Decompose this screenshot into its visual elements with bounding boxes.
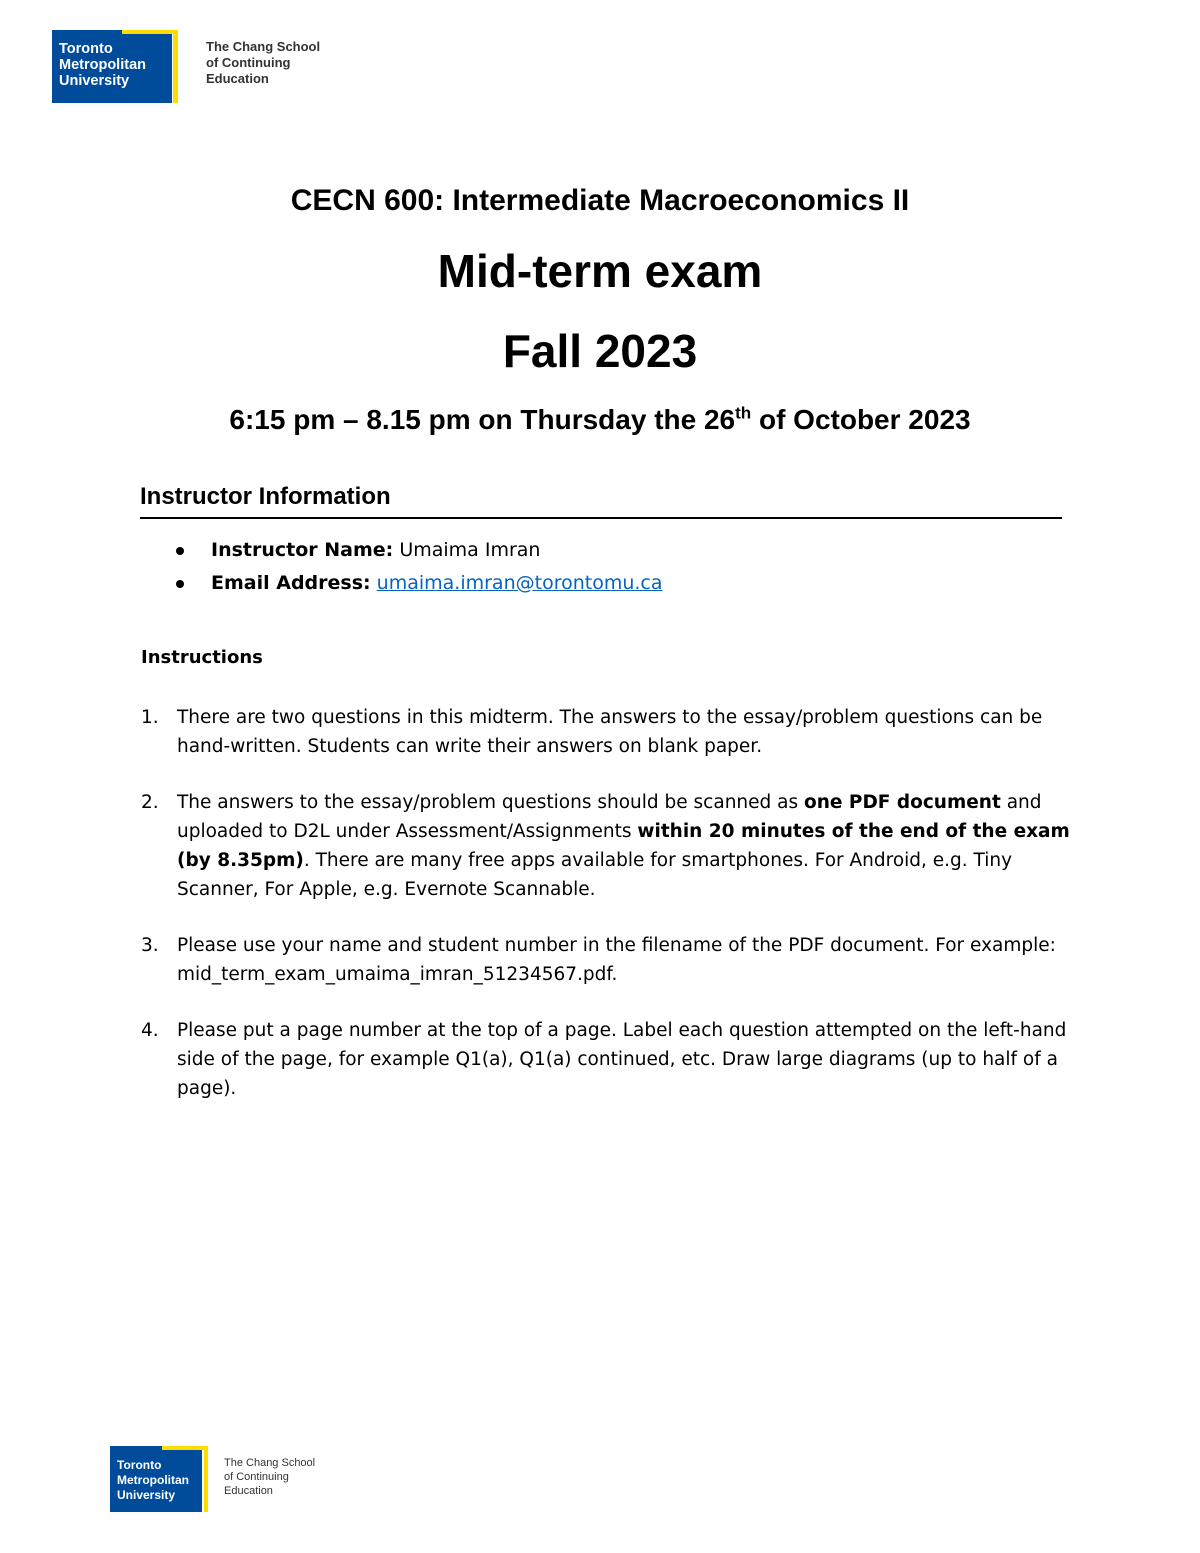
logo-yellow-accent — [162, 1446, 208, 1450]
email-label: Email Address: — [211, 572, 371, 594]
instruction-text: The answers to the essay/problem questions should be scanned as — [177, 792, 805, 813]
email-link[interactable]: umaima.imran@torontomu.ca — [376, 572, 663, 594]
logo-yellow-accent — [122, 30, 176, 34]
exam-title: Mid-term exam — [437, 245, 763, 297]
instruction-emphasis: one PDF document — [804, 792, 1001, 813]
instruction-item — [141, 1016, 1071, 1103]
list-item — [176, 567, 663, 600]
logo-school-name — [206, 39, 320, 87]
instruction-item — [141, 788, 1071, 904]
university-logo-top — [52, 30, 352, 106]
instruction-item — [141, 703, 1071, 761]
instructor-name-value: Umaima Imran — [393, 539, 541, 561]
logo-school-line: The Chang School — [224, 1457, 316, 1469]
logo-line: University — [59, 73, 130, 89]
university-logo-bottom — [110, 1446, 340, 1514]
logo-line: University — [117, 1488, 176, 1502]
logo-school-line: of Continuing — [206, 55, 291, 70]
instruction-number: 2. — [141, 792, 159, 813]
instruction-text: There are two questions in this midterm. The answers to the essay/problem questions can be hand-written. Students can write their answers on blank paper. — [177, 707, 1043, 757]
instructor-info-list — [176, 534, 663, 600]
course-title: CECN 600: Intermediate Macroeconomics II — [290, 184, 910, 217]
instructions-list — [141, 703, 1071, 1130]
exam-datetime — [0, 404, 1200, 436]
instruction-text: Please put a page number at the top of a page. Label each question attempted on the left-hand side of the page, for example Q1(a), Q1(a) continued, etc. Draw large diagrams (up to half of a page). — [177, 1020, 1067, 1099]
logo-blue-block — [110, 1446, 202, 1512]
logo-school-line: of Continuing — [224, 1471, 289, 1483]
datetime-tail: of October 2023 — [751, 404, 971, 435]
instruction-number: 3. — [141, 935, 159, 956]
logo-line: Metropolitan — [59, 57, 146, 73]
instruction-text: Please use your name and student number in the filename of the PDF document. For example: mid_term_exam_umaima_imran_51234567.pdf. — [177, 935, 1056, 985]
logo-school-line: The Chang School — [206, 39, 321, 54]
datetime-main: 6:15 pm – 8.15 pm on Thursday the 26 — [229, 404, 736, 435]
logo-school-line: Education — [206, 71, 269, 86]
logo-blue-block — [52, 30, 172, 103]
instructor-info-heading: Instructor Information — [140, 483, 1062, 519]
instruction-emphasis: within 20 minutes of the end of the exam (by 8.35pm) — [177, 821, 1070, 871]
logo-yellow-accent — [204, 1446, 208, 1512]
list-item — [176, 534, 663, 567]
logo-school-line: Education — [224, 1485, 273, 1497]
instruction-item — [141, 931, 1071, 989]
logo-line: Toronto — [117, 1458, 162, 1472]
datetime-ordinal: th — [735, 403, 752, 423]
logo-line: Toronto — [59, 41, 113, 57]
instruction-number: 4. — [141, 1020, 159, 1041]
bullet-icon — [176, 580, 184, 588]
logo-yellow-accent — [173, 30, 178, 103]
instruction-number: 1. — [141, 707, 159, 728]
bullet-icon — [176, 547, 184, 555]
logo-line: Metropolitan — [117, 1473, 189, 1487]
instruction-text: and uploaded to D2L under Assessment/Assignments — [177, 792, 1042, 842]
instructor-name-label: Instructor Name: — [211, 539, 394, 561]
exam-term: Fall 2023 — [502, 325, 698, 377]
logo-school-name — [224, 1456, 315, 1498]
instruction-text: . There are many free apps available for smartphones. For Android, e.g. Tiny Scanner, For Apple, e.g. Evernote Scannable. — [177, 850, 1013, 900]
instructions-heading: Instructions — [141, 647, 263, 668]
